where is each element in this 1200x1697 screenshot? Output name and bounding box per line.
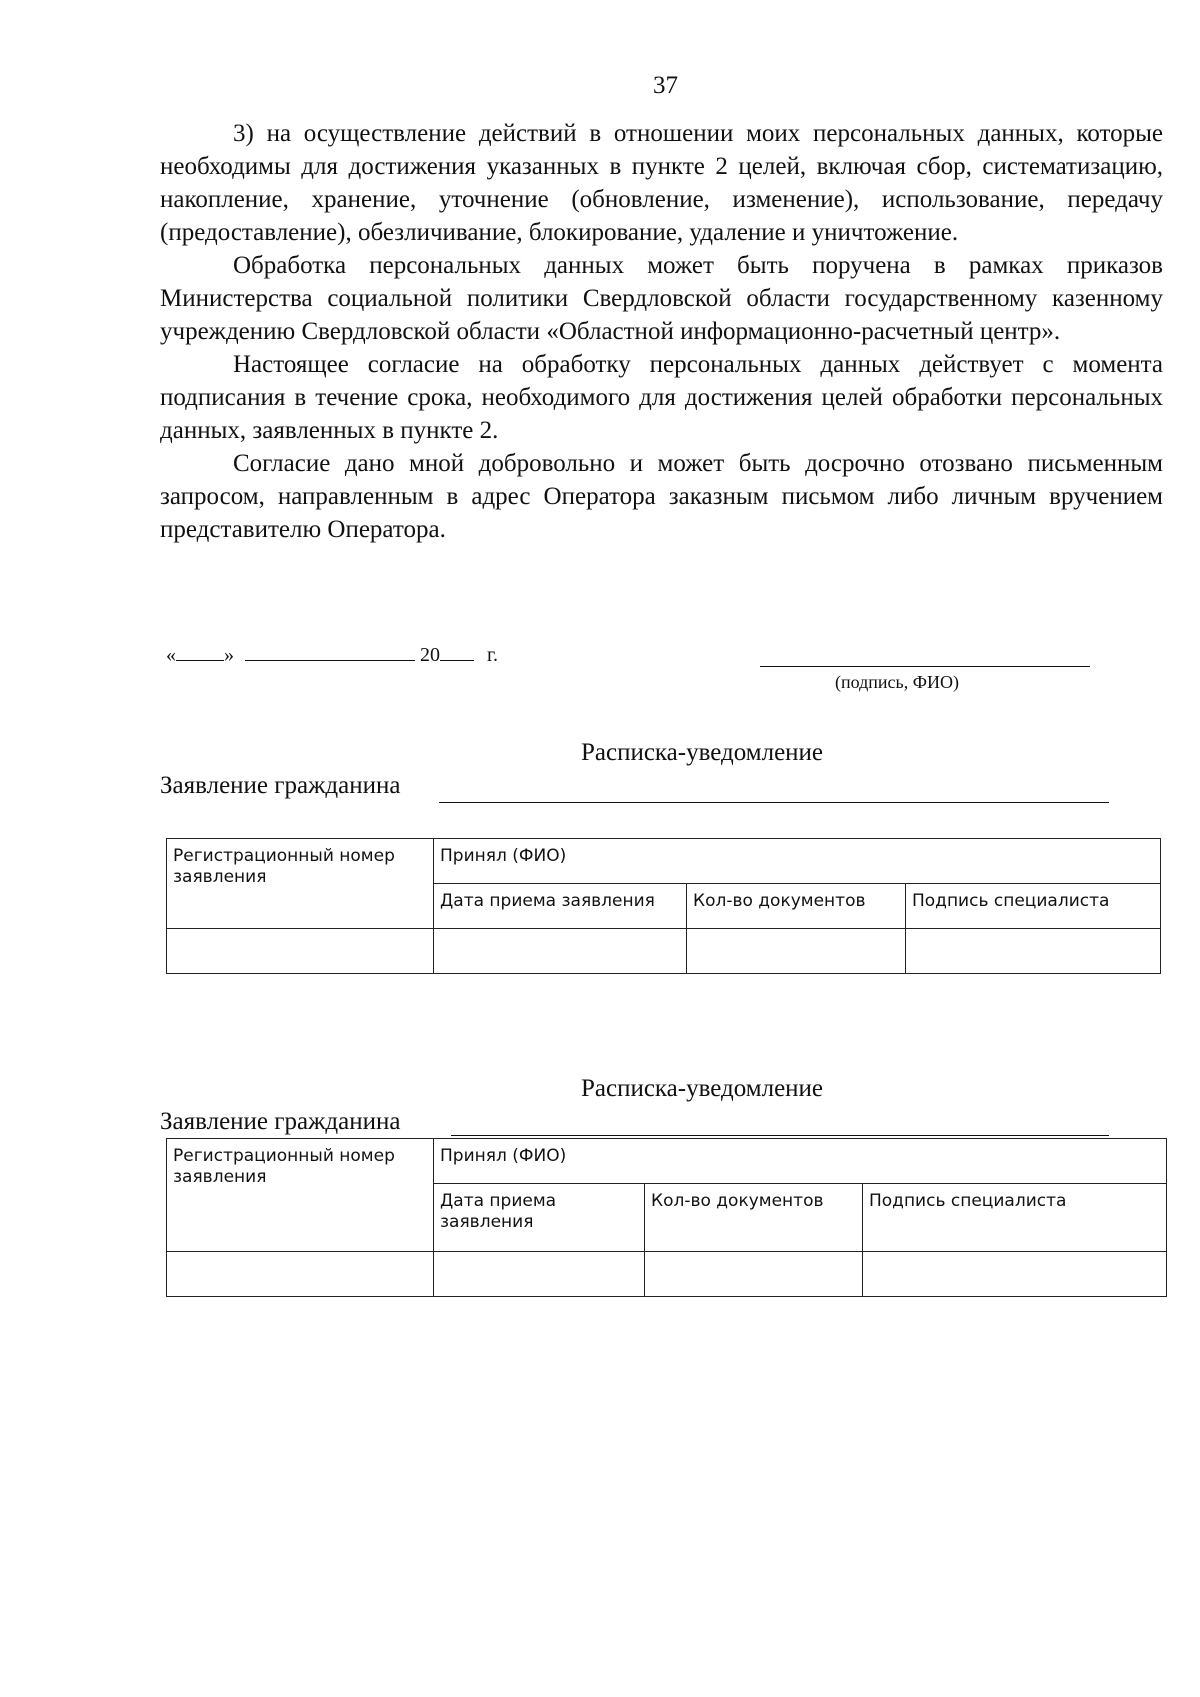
year-suffix: г. [487,644,498,666]
specialist-signature-cell[interactable] [906,929,1161,974]
citizen-name-line[interactable] [439,802,1109,803]
citizen-application-row [160,772,400,800]
receipt-date-header: Дата приема заявления [434,1184,645,1252]
page-number: 37 [653,72,678,99]
docs-count-cell[interactable] [687,929,906,974]
day-blank[interactable] [176,642,224,661]
specialist-signature-header: Подпись специалиста [906,884,1161,929]
year-blank[interactable] [440,642,474,661]
paragraph-consent-term: Настоящее согласие на обработку персональных данных действует с момента подписания в течение срока, необходимого для достижения целей обработки персональных данных, заявленных в пункте 2. [160,351,1163,444]
docs-count-cell[interactable] [645,1252,863,1297]
specialist-signature-header: Подпись специалиста [863,1184,1167,1252]
receipt-title: Расписка-уведомление [580,1075,824,1102]
citizen-application-label: Заявление гражданина [160,772,401,799]
receipt-date-cell[interactable] [434,1252,645,1297]
docs-count-header: Кол-во документов [645,1184,863,1252]
signature-caption: (подпись, ФИО) [835,672,959,692]
accepted-by-header: Принял (ФИО) [434,1139,1167,1184]
paragraph-processing-delegation: Обработка персональных данных может быть поручена в рамках приказов Министерства социальной политики Свердловской области государственному казенному учреждению Свердловской области «Областной информационно-расчетный центр». [160,252,1163,345]
receipt-date-header: Дата приема заявления [434,884,687,929]
accepted-by-header: Принял (ФИО) [434,839,1161,884]
receipt-table [166,1138,1167,1297]
reg-number-cell[interactable] [167,1252,434,1297]
docs-count-header: Кол-во документов [687,884,906,929]
receipt-table [166,838,1161,974]
specialist-signature-cell[interactable] [863,1252,1167,1297]
month-blank[interactable] [245,642,415,661]
receipt-date-cell[interactable] [434,929,687,974]
reg-number-cell[interactable] [167,929,434,974]
reg-number-header: Регистрационный номер заявления [167,839,434,929]
paragraph-consent-revocation: Согласие дано мной добровольно и может быть досрочно отозвано письменным запросом, направленным в адрес Оператора заказным письмом либо личным вручением представителю Оператора. [160,450,1163,543]
signature-line[interactable] [760,666,1090,667]
reg-number-header: Регистрационный номер заявления [167,1139,434,1252]
citizen-name-line[interactable] [451,1135,1109,1136]
receipt-title: Расписка-уведомление [580,739,824,766]
citizen-application-label: Заявление гражданина [160,1108,401,1135]
consent-text [160,117,1163,546]
date-quote-open: « [166,644,176,666]
signature-date [166,642,498,667]
citizen-application-row [160,1108,400,1136]
paragraph-processing-actions: 3) на осуществление действий в отношении моих персональных данных, которые необходимы для достижения указанных в пункте 2 целей, включая сбор, систематизацию, накопление, хранение, уточнение (обновление, изменение), использование, передачу (предоставление), обезличивание, блокирование, удаление и уничтожение. [160,120,1163,246]
year-prefix: 20 [420,644,440,666]
date-quote-close: » [224,644,234,666]
